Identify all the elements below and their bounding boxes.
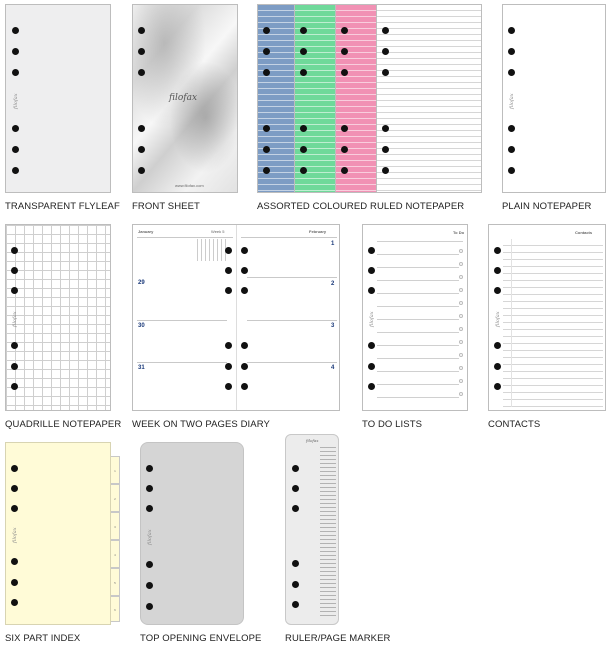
green-ruled-sheet (294, 4, 336, 193)
to-do-checkbox (459, 392, 463, 396)
index-tab: 5 (111, 568, 120, 596)
binder-hole (341, 48, 348, 55)
binder-hole (146, 603, 153, 610)
to-do-checkbox (459, 340, 463, 344)
filofax-logo: filofax (169, 93, 198, 103)
binder-hole (341, 125, 348, 132)
item-label: RULER/PAGE MARKER (285, 633, 391, 644)
transparent-flyleaf-sheet (5, 4, 111, 193)
to-do-rule (377, 332, 459, 333)
diary-spine (236, 225, 237, 411)
diary-right-month: February (309, 229, 327, 234)
to-do-header: To Do (453, 230, 465, 235)
brand-mark: filofax (369, 311, 375, 327)
binder-hole (382, 27, 389, 34)
binder-hole (241, 247, 248, 254)
binder-hole (341, 146, 348, 153)
to-do-checkbox (459, 288, 463, 292)
binder-hole (508, 48, 515, 55)
item-label: ASSORTED COLOURED RULED NOTEPAPER (257, 201, 465, 212)
binder-hole (138, 167, 145, 174)
contacts-sheet (488, 224, 606, 411)
to-do-rule (377, 397, 459, 398)
to-do-rule (377, 293, 459, 294)
binder-hole (11, 383, 18, 390)
binder-hole (225, 267, 232, 274)
diary-rule (247, 362, 337, 363)
to-do-rule (377, 254, 459, 255)
diary-rule (137, 362, 227, 363)
binder-hole (368, 267, 375, 274)
item-label: SIX PART INDEX (5, 633, 81, 644)
binder-hole (292, 465, 299, 472)
diary-day-number: 31 (138, 365, 145, 371)
binder-hole (508, 167, 515, 174)
diary-rule (241, 237, 337, 238)
diary-rule (137, 237, 233, 238)
binder-hole (12, 125, 19, 132)
to-do-checkbox (459, 249, 463, 253)
to-do-checkbox (459, 366, 463, 370)
brand-mark: filofax (495, 311, 501, 327)
binder-hole (12, 48, 19, 55)
binder-hole (494, 247, 501, 254)
to-do-checkbox (459, 275, 463, 279)
item-label: QUADRILLE NOTEPAPER (5, 419, 122, 430)
binder-hole (494, 383, 501, 390)
binder-hole (11, 579, 18, 586)
binder-hole (138, 27, 145, 34)
contacts-header: Contacts (575, 230, 593, 235)
item-label: TRANSPARENT FLYLEAF (5, 201, 120, 212)
to-do-checkbox (459, 327, 463, 331)
binder-hole (494, 267, 501, 274)
to-do-checkbox (459, 379, 463, 383)
binder-hole (241, 363, 248, 370)
binder-hole (300, 27, 307, 34)
binder-hole (225, 247, 232, 254)
binder-hole (146, 505, 153, 512)
to-do-rule (377, 306, 459, 307)
diary-rule (247, 320, 337, 321)
contacts-column (511, 239, 512, 407)
quadrille-sheet (5, 224, 111, 411)
binder-hole (508, 69, 515, 76)
to-do-rule (377, 384, 459, 385)
binder-hole (300, 146, 307, 153)
binder-hole (508, 27, 515, 34)
brand-mark: filofax (509, 93, 515, 109)
to-do-rule (377, 267, 459, 268)
to-do-rule (377, 358, 459, 359)
white-ruled-sheet (376, 4, 482, 193)
binder-hole (382, 69, 389, 76)
binder-hole (225, 383, 232, 390)
binder-hole (494, 363, 501, 370)
plain-notepaper-sheet (502, 4, 606, 193)
index-tab: 3 (111, 512, 120, 540)
diary-day-number: 3 (331, 323, 335, 329)
binder-hole (368, 247, 375, 254)
binder-hole (138, 69, 145, 76)
brand-mark: filofax (13, 93, 19, 109)
to-do-checkbox (459, 353, 463, 357)
index-tab: 6 (111, 596, 120, 622)
binder-hole (292, 560, 299, 567)
diary-day-number: 30 (138, 323, 145, 329)
binder-hole (382, 48, 389, 55)
binder-hole (341, 167, 348, 174)
binder-hole (508, 125, 515, 132)
binder-hole (11, 505, 18, 512)
binder-hole (11, 287, 18, 294)
binder-hole (138, 146, 145, 153)
binder-hole (292, 485, 299, 492)
binder-hole (263, 48, 270, 55)
binder-hole (368, 363, 375, 370)
binder-hole (11, 599, 18, 606)
binder-hole (146, 561, 153, 568)
binder-hole (12, 69, 19, 76)
binder-hole (263, 146, 270, 153)
binder-hole (241, 383, 248, 390)
brand-mark: filofax (12, 527, 18, 543)
binder-hole (225, 287, 232, 294)
item-label: PLAIN NOTEPAPER (502, 201, 592, 212)
item-label: TO DO LISTS (362, 419, 423, 430)
to-do-sheet (362, 224, 468, 411)
to-do-rule (377, 345, 459, 346)
binder-hole (368, 383, 375, 390)
binder-hole (11, 342, 18, 349)
binder-hole (225, 363, 232, 370)
binder-hole (341, 27, 348, 34)
binder-hole (292, 505, 299, 512)
binder-hole (146, 582, 153, 589)
front-sheet-sheet (132, 4, 238, 193)
binder-hole (12, 146, 19, 153)
binder-hole (241, 342, 248, 349)
binder-hole (382, 146, 389, 153)
binder-hole (11, 465, 18, 472)
ruler-scale (320, 447, 336, 617)
index-tab: 2 (111, 484, 120, 512)
binder-hole (508, 146, 515, 153)
to-do-checkbox (459, 301, 463, 305)
binder-hole (300, 48, 307, 55)
contacts-rows (503, 239, 603, 407)
brand-mark: filofax (12, 311, 18, 327)
binder-hole (494, 342, 501, 349)
ruler-brand: filofax (306, 438, 319, 443)
mini-calendar (197, 239, 227, 261)
binder-hole (368, 287, 375, 294)
binder-hole (11, 267, 18, 274)
binder-hole (12, 167, 19, 174)
binder-hole (368, 342, 375, 349)
binder-hole (263, 125, 270, 132)
binder-hole (494, 287, 501, 294)
diary-left-month: January (138, 229, 154, 234)
binder-hole (292, 581, 299, 588)
front-sheet-url: www.filofax.com (175, 183, 204, 188)
index-tab: 4 (111, 540, 120, 568)
binder-hole (138, 48, 145, 55)
binder-hole (382, 167, 389, 174)
to-do-rule (377, 319, 459, 320)
binder-hole (225, 342, 232, 349)
item-label: CONTACTS (488, 419, 541, 430)
binder-hole (146, 485, 153, 492)
diary-day-number: 29 (138, 280, 145, 286)
to-do-checkbox (459, 314, 463, 318)
diary-rule (247, 277, 337, 278)
binder-hole (300, 167, 307, 174)
to-do-rule (377, 280, 459, 281)
binder-hole (241, 287, 248, 294)
binder-hole (341, 69, 348, 76)
diary-day-number: 2 (331, 281, 335, 287)
item-label: WEEK ON TWO PAGES DIARY (132, 419, 270, 430)
to-do-rule (377, 371, 459, 372)
item-label: FRONT SHEET (132, 201, 200, 212)
brand-mark: filofax (147, 529, 153, 545)
to-do-rule (377, 241, 463, 242)
binder-hole (11, 485, 18, 492)
index-sheet (5, 442, 111, 625)
diary-week-number: Week 5 (211, 229, 225, 234)
binder-hole (241, 267, 248, 274)
item-label: TOP OPENING ENVELOPE (140, 633, 262, 644)
pink-ruled-sheet (335, 4, 377, 193)
envelope-sheet (140, 442, 244, 625)
diary-day-number: 4 (331, 365, 335, 371)
diary-rule (137, 320, 227, 321)
diary-day-number: 1 (331, 241, 335, 247)
diary-spread (132, 224, 340, 411)
binder-hole (12, 27, 19, 34)
binder-hole (292, 601, 299, 608)
binder-hole (146, 465, 153, 472)
binder-hole (11, 558, 18, 565)
binder-hole (300, 125, 307, 132)
index-tab: 1 (111, 456, 120, 484)
binder-hole (300, 69, 307, 76)
binder-hole (263, 27, 270, 34)
binder-hole (263, 69, 270, 76)
blue-ruled-sheet (257, 4, 295, 193)
binder-hole (11, 247, 18, 254)
binder-hole (263, 167, 270, 174)
binder-hole (382, 125, 389, 132)
ruler-sheet (285, 434, 339, 625)
binder-hole (138, 125, 145, 132)
to-do-checkbox (459, 262, 463, 266)
binder-hole (11, 363, 18, 370)
